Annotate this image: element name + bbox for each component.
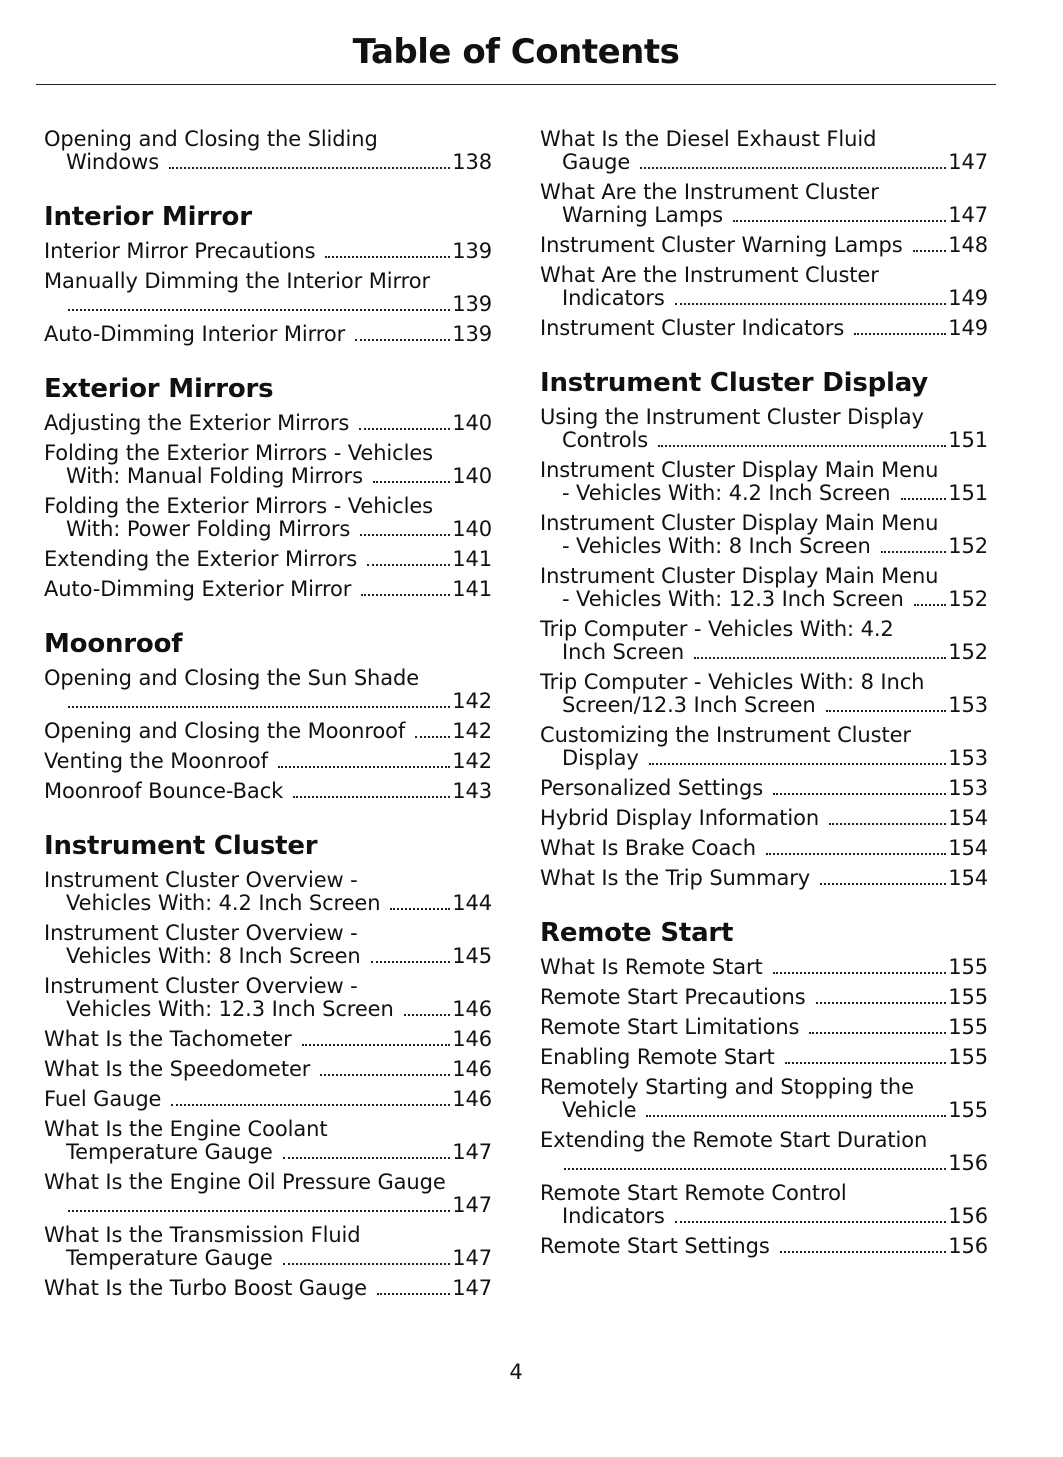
- toc-entry[interactable]: [540, 724, 988, 770]
- section-heading: Moonroof: [44, 629, 183, 659]
- toc-entry[interactable]: [44, 1088, 492, 1111]
- toc-entry[interactable]: [540, 1046, 988, 1069]
- dot-leader: [913, 250, 946, 252]
- dot-leader: [640, 167, 946, 169]
- toc-entry[interactable]: [44, 548, 492, 571]
- toc-entry-title: Auto-Dimming Exterior Mirror: [44, 577, 352, 601]
- toc-entry[interactable]: [44, 667, 492, 713]
- dot-leader: [359, 428, 450, 430]
- toc-section: [44, 831, 492, 1300]
- dot-leader: [293, 796, 450, 798]
- toc-entry-title: Interior Mirror Precautions: [44, 239, 316, 263]
- dot-leader: [325, 256, 450, 258]
- dot-leader: [361, 594, 450, 596]
- title-divider: [36, 84, 996, 85]
- toc-entry-page: 140: [452, 517, 492, 541]
- dot-leader: [404, 1014, 450, 1016]
- dot-leader: [826, 710, 946, 712]
- toc-entry-page: 141: [452, 577, 492, 601]
- toc-column-right: [540, 128, 988, 1286]
- toc-entry[interactable]: [540, 181, 988, 227]
- dot-leader: [809, 1032, 946, 1034]
- toc-entry-title: What Is the Turbo Boost Gauge: [44, 1276, 367, 1300]
- toc-entry[interactable]: [540, 264, 988, 310]
- toc-entry-title: Opening and Closing the Moonroof: [44, 719, 406, 743]
- toc-entry-title: What Are the Instrument Cluster Warning Lamps: [540, 180, 879, 227]
- dot-leader: [415, 736, 450, 738]
- dot-leader: [646, 1115, 946, 1117]
- toc-entry-page: 142: [452, 689, 492, 713]
- section-heading: Instrument Cluster Display: [540, 368, 929, 398]
- toc-entry-title: Opening and Closing the Sun Shade: [44, 666, 420, 690]
- toc-entry-page: 147: [452, 1276, 492, 1300]
- dot-leader: [780, 1251, 946, 1253]
- toc-entry[interactable]: [44, 442, 492, 488]
- toc-entry[interactable]: [44, 975, 492, 1021]
- toc-entry-page: 146: [452, 1057, 492, 1081]
- toc-entry-page: 147: [452, 1193, 492, 1217]
- toc-entry-page: 141: [452, 547, 492, 571]
- dot-leader: [373, 481, 450, 483]
- toc-entry[interactable]: [44, 1277, 492, 1300]
- toc-entry[interactable]: [44, 412, 492, 435]
- toc-entry-page: 146: [452, 1087, 492, 1111]
- toc-entry[interactable]: [540, 837, 988, 860]
- dot-leader: [658, 445, 946, 447]
- toc-entry[interactable]: [44, 578, 492, 601]
- toc-entry-page: 155: [948, 1098, 988, 1122]
- toc-entry-page: 138: [452, 150, 492, 174]
- toc-entry-title: What Is the Trip Summary: [540, 866, 811, 890]
- toc-entry-page: 152: [948, 534, 988, 558]
- dot-leader: [785, 1062, 946, 1064]
- toc-column-left: [44, 128, 492, 1328]
- toc-entry-title: Instrument Cluster Display Main Menu - Vehicles With: 4.2 Inch Screen: [540, 458, 939, 505]
- toc-entry[interactable]: [540, 671, 988, 717]
- toc-entry-title: Extending the Exterior Mirrors: [44, 547, 358, 571]
- toc-entry[interactable]: [44, 1118, 492, 1164]
- toc-entry-page: 152: [948, 587, 988, 611]
- toc-entry-page: 142: [452, 719, 492, 743]
- toc-entry-title: Instrument Cluster Display Main Menu - Vehicles With: 8 Inch Screen: [540, 511, 939, 558]
- toc-entry-page: 155: [948, 1015, 988, 1039]
- dot-leader: [914, 604, 946, 606]
- toc-entry[interactable]: [44, 1224, 492, 1270]
- dot-leader: [278, 766, 450, 768]
- toc-entry-title: Instrument Cluster Warning Lamps: [540, 233, 903, 257]
- toc-entry-title: What Is Brake Coach: [540, 836, 756, 860]
- toc-entry-page: 148: [948, 233, 988, 257]
- dot-leader: [377, 1293, 450, 1295]
- toc-entry[interactable]: [44, 1171, 492, 1217]
- toc-entry-page: 139: [452, 322, 492, 346]
- toc-entry[interactable]: [540, 565, 988, 611]
- dot-leader: [283, 1263, 450, 1265]
- toc-entry-title: What Are the Instrument Cluster Indicators: [540, 263, 879, 310]
- toc-entry-page: 149: [948, 316, 988, 340]
- toc-entry-title: Instrument Cluster Overview - Vehicles With: 8 Inch Screen: [44, 921, 361, 968]
- toc-entry-page: 145: [452, 944, 492, 968]
- dot-leader: [68, 706, 450, 708]
- toc-entry[interactable]: [540, 1235, 988, 1258]
- toc-entry-page: 142: [452, 749, 492, 773]
- section-heading: Instrument Cluster: [44, 831, 318, 861]
- toc-entry-page: 156: [948, 1204, 988, 1228]
- toc-entry-title: Auto-Dimming Interior Mirror: [44, 322, 346, 346]
- toc-entry-page: 155: [948, 955, 988, 979]
- toc-entry-page: 156: [948, 1234, 988, 1258]
- toc-entry-title: Remote Start Limitations: [540, 1015, 800, 1039]
- toc-entry-page: 154: [948, 806, 988, 830]
- toc-entry[interactable]: [44, 240, 492, 263]
- toc-entry-title: Extending the Remote Start Duration: [540, 1128, 928, 1152]
- toc-entry-title: Fuel Gauge: [44, 1087, 162, 1111]
- toc-entry-title: What Is the Tachometer: [44, 1027, 292, 1051]
- dot-leader: [901, 498, 946, 500]
- toc-entry-page: 147: [452, 1246, 492, 1270]
- toc-entry-title: Instrument Cluster Overview - Vehicles With: 4.2 Inch Screen: [44, 868, 381, 915]
- toc-section: [44, 128, 492, 174]
- toc-entry-title: Adjusting the Exterior Mirrors: [44, 411, 350, 435]
- toc-entry-page: 140: [452, 464, 492, 488]
- toc-entry[interactable]: [540, 317, 988, 340]
- dot-leader: [169, 167, 450, 169]
- toc-entry[interactable]: [44, 495, 492, 541]
- dot-leader: [564, 1168, 946, 1170]
- toc-section: [44, 374, 492, 601]
- section-heading: Exterior Mirrors: [44, 374, 274, 404]
- dot-leader: [320, 1074, 450, 1076]
- dot-leader: [355, 339, 450, 341]
- toc-section: [540, 368, 988, 890]
- dot-leader: [733, 220, 946, 222]
- toc-section: [540, 918, 988, 1258]
- dot-leader: [881, 551, 946, 553]
- toc-entry-page: 153: [948, 693, 988, 717]
- toc-entry-page: 144: [452, 891, 492, 915]
- toc-entry-title: What Is the Engine Oil Pressure Gauge: [44, 1170, 446, 1194]
- toc-entry-title: Remotely Starting and Stopping the Vehicle: [540, 1075, 914, 1122]
- toc-entry-page: 151: [948, 481, 988, 505]
- toc-entry-title: Folding the Exterior Mirrors - Vehicles With: Manual Folding Mirrors: [44, 441, 433, 488]
- dot-leader: [171, 1104, 450, 1106]
- toc-entry[interactable]: [44, 922, 492, 968]
- toc-entry-page: 149: [948, 286, 988, 310]
- toc-entry-title: Opening and Closing the Sliding Windows: [44, 127, 378, 174]
- toc-entry-title: Customizing the Instrument Cluster Display: [540, 723, 911, 770]
- dot-leader: [694, 657, 946, 659]
- dot-leader: [68, 309, 450, 311]
- dot-leader: [360, 534, 450, 536]
- toc-entry-title: What Is the Speedometer: [44, 1057, 311, 1081]
- toc-entry-title: Instrument Cluster Overview - Vehicles With: 12.3 Inch Screen: [44, 974, 394, 1021]
- dot-leader: [367, 564, 450, 566]
- toc-entry-title: Remote Start Settings: [540, 1234, 770, 1258]
- toc-entry-title: Using the Instrument Cluster Display Controls: [540, 405, 924, 452]
- toc-entry-title: What Is the Diesel Exhaust Fluid Gauge: [540, 127, 877, 174]
- toc-entry-page: 153: [948, 746, 988, 770]
- toc-entry-page: 151: [948, 428, 988, 452]
- toc-entry-title: Folding the Exterior Mirrors - Vehicles With: Power Folding Mirrors: [44, 494, 433, 541]
- toc-entry-page: 152: [948, 640, 988, 664]
- toc-entry[interactable]: [540, 1129, 988, 1175]
- toc-entry[interactable]: [44, 323, 492, 346]
- toc-entry[interactable]: [44, 1058, 492, 1081]
- toc-section: [44, 202, 492, 346]
- toc-entry[interactable]: [44, 1028, 492, 1051]
- dot-leader: [390, 908, 450, 910]
- toc-entry[interactable]: [540, 459, 988, 505]
- toc-entry-page: 139: [452, 292, 492, 316]
- toc-entry-page: 156: [948, 1151, 988, 1175]
- toc-entry-title: Moonroof Bounce-Back: [44, 779, 284, 803]
- toc-entry[interactable]: [540, 128, 988, 174]
- toc-entry-title: Enabling Remote Start: [540, 1045, 775, 1069]
- toc-entry-page: 139: [452, 239, 492, 263]
- toc-entry-page: 147: [948, 150, 988, 174]
- dot-leader: [302, 1044, 450, 1046]
- toc-entry-title: Trip Computer - Vehicles With: 4.2 Inch Screen: [540, 617, 894, 664]
- section-heading: Remote Start: [540, 918, 734, 948]
- dot-leader: [773, 793, 946, 795]
- toc-entry-title: Venting the Moonroof: [44, 749, 268, 773]
- toc-entry[interactable]: [540, 867, 988, 890]
- toc-section: [540, 128, 988, 340]
- dot-leader: [773, 972, 946, 974]
- dot-leader: [829, 823, 946, 825]
- dot-leader: [675, 303, 946, 305]
- toc-section: [44, 629, 492, 803]
- toc-entry-page: 153: [948, 776, 988, 800]
- dot-leader: [766, 853, 946, 855]
- page-number: 4: [509, 1360, 523, 1384]
- toc-entry-page: 155: [948, 1045, 988, 1069]
- dot-leader: [68, 1210, 450, 1212]
- page-title: Table of Contents: [352, 32, 680, 72]
- toc-entry[interactable]: [540, 234, 988, 257]
- toc-entry[interactable]: [540, 1016, 988, 1039]
- toc-entry-page: 146: [452, 1027, 492, 1051]
- toc-entry-title: Instrument Cluster Indicators: [540, 316, 845, 340]
- toc-entry-title: Trip Computer - Vehicles With: 8 Inch Screen/12.3 Inch Screen: [540, 670, 925, 717]
- toc-entry[interactable]: [540, 807, 988, 830]
- toc-entry-title: Remote Start Precautions: [540, 985, 806, 1009]
- toc-entry-page: 143: [452, 779, 492, 803]
- toc-entry[interactable]: [540, 956, 988, 979]
- toc-entry[interactable]: [540, 1182, 988, 1228]
- toc-entry-title: Instrument Cluster Display Main Menu - Vehicles With: 12.3 Inch Screen: [540, 564, 939, 611]
- toc-entry[interactable]: [44, 780, 492, 803]
- dot-leader: [820, 883, 946, 885]
- toc-entry[interactable]: [540, 512, 988, 558]
- toc-entry-page: 147: [452, 1140, 492, 1164]
- dot-leader: [675, 1221, 946, 1223]
- section-heading: Interior Mirror: [44, 202, 252, 232]
- toc-entry-page: 147: [948, 203, 988, 227]
- toc-entry[interactable]: [44, 270, 492, 316]
- dot-leader: [649, 763, 946, 765]
- toc-entry-title: Hybrid Display Information: [540, 806, 820, 830]
- toc-entry-title: What Is the Engine Coolant Temperature Gauge: [44, 1117, 328, 1164]
- toc-entry[interactable]: [540, 986, 988, 1009]
- toc-entry-page: 146: [452, 997, 492, 1021]
- toc-entry[interactable]: [540, 777, 988, 800]
- toc-entry-page: 155: [948, 985, 988, 1009]
- dot-leader: [371, 961, 450, 963]
- toc-entry-title: What Is the Transmission Fluid Temperature Gauge: [44, 1223, 361, 1270]
- toc-entry-page: 140: [452, 411, 492, 435]
- toc-entry-title: Personalized Settings: [540, 776, 764, 800]
- dot-leader: [283, 1157, 450, 1159]
- toc-entry-title: Manually Dimming the Interior Mirror: [44, 269, 431, 293]
- toc-entry[interactable]: [44, 750, 492, 773]
- toc-entry-title: Remote Start Remote Control Indicators: [540, 1181, 847, 1228]
- toc-entry-page: 154: [948, 836, 988, 860]
- toc-entry-title: What Is Remote Start: [540, 955, 763, 979]
- toc-entry[interactable]: [540, 618, 988, 664]
- toc-entry-page: 154: [948, 866, 988, 890]
- toc-entry[interactable]: [44, 128, 492, 174]
- toc-entry[interactable]: [44, 869, 492, 915]
- toc-entry[interactable]: [540, 1076, 988, 1122]
- toc-entry[interactable]: [44, 720, 492, 743]
- dot-leader: [816, 1002, 946, 1004]
- toc-entry[interactable]: [540, 406, 988, 452]
- dot-leader: [854, 333, 946, 335]
